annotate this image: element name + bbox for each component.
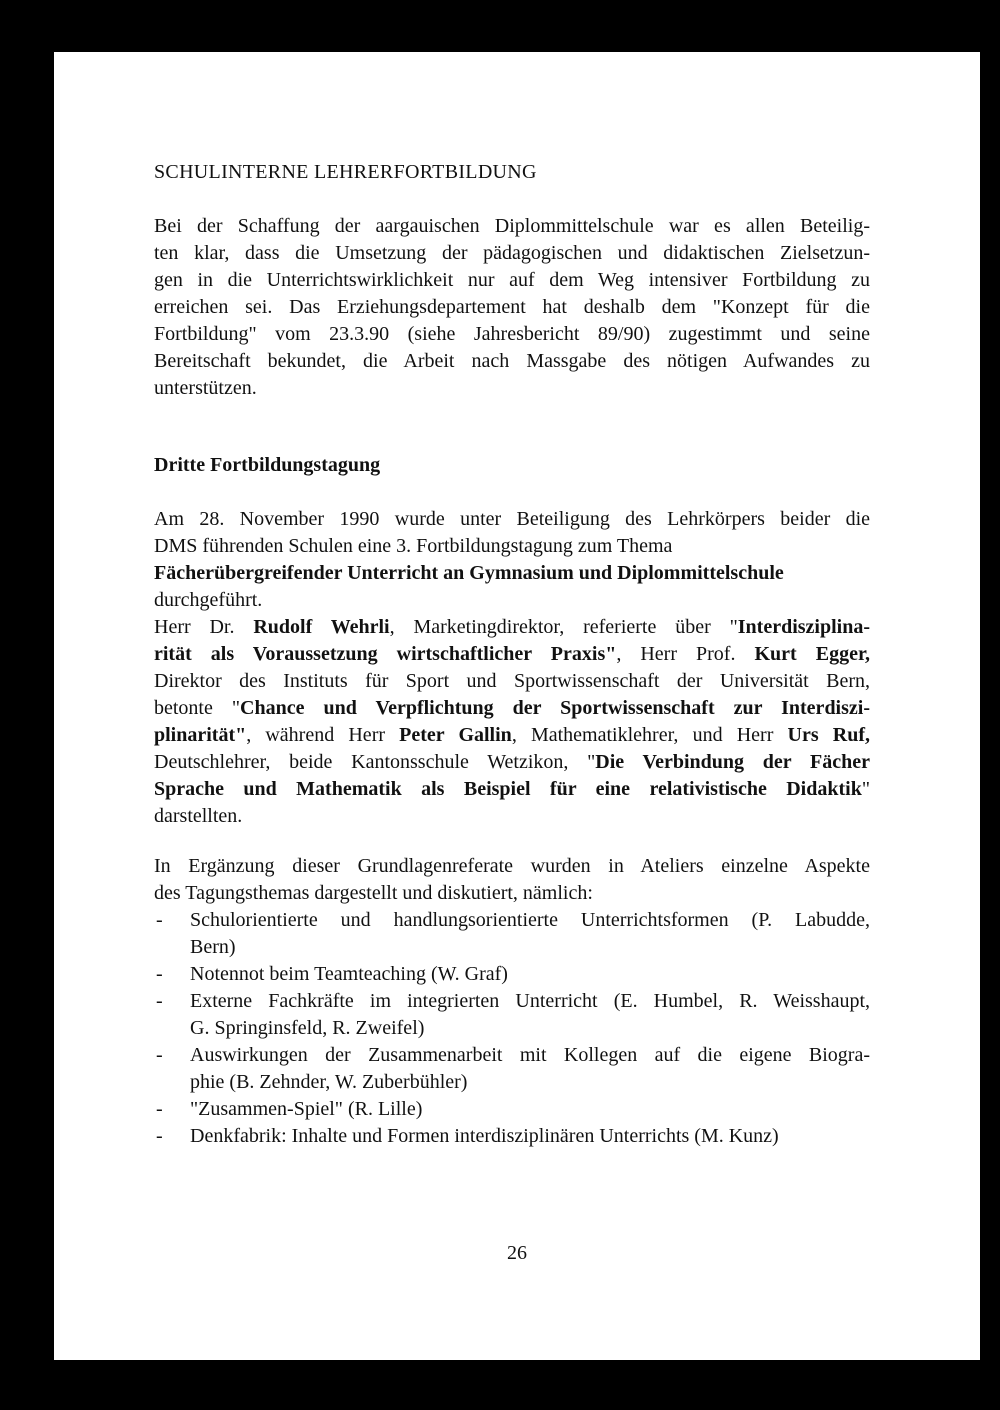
paragraph-line: unterstützen. xyxy=(154,377,257,399)
text-run: betonte " xyxy=(154,697,241,719)
paragraph-line: Direktor des Instituts für Sport und Sportwissenschaft der Universität Bern, xyxy=(154,670,870,692)
paragraph-line xyxy=(154,694,870,722)
bullet-dash: - xyxy=(156,1044,163,1066)
list-item-text: Schulorientierte und handlungsorientierte Unterrichtsformen (P. Labudde, xyxy=(190,909,870,931)
text-run: , Marketingdirektor, referierte über " xyxy=(389,616,738,638)
talk-title: rität als Voraussetzung wirtschaftlicher Praxis" xyxy=(154,643,617,665)
list-item-text: G. Springinsfeld, R. Zweifel) xyxy=(190,1017,425,1039)
conference-theme: Fächerübergreifender Unterricht an Gymnasium und Diplommittelschule xyxy=(154,562,784,584)
list-item-text: "Zusammen-Spiel" (R. Lille) xyxy=(190,1098,423,1120)
talk-title: plinarität" xyxy=(154,724,247,746)
speaker-name: Kurt Egger, xyxy=(754,643,870,665)
speaker-name: Urs Ruf, xyxy=(787,724,870,746)
paragraph-line: DMS führenden Schulen eine 3. Fortbildungstagung zum Thema xyxy=(154,535,673,557)
bullet-dash: - xyxy=(156,1125,163,1147)
text-run: , während Herr xyxy=(246,724,400,746)
bullet-dash: - xyxy=(156,1098,163,1120)
document-page xyxy=(54,52,980,1360)
paragraph-line: Bereitschaft bekundet, die Arbeit nach Massgabe des nötigen Aufwandes zu xyxy=(154,350,870,372)
paragraph-line: gen in die Unterrichtswirklichkeit nur auf dem Weg intensiver Fortbildung zu xyxy=(154,269,870,291)
subsection-heading: Dritte Fortbildungstagung xyxy=(154,454,381,476)
text-run: Deutschlehrer, beide Kantonsschule Wetzikon, " xyxy=(154,751,596,773)
section-heading: SCHULINTERNE LEHRERFORTBILDUNG xyxy=(154,161,537,183)
bullet-dash: - xyxy=(156,963,163,985)
paragraph-line xyxy=(154,721,870,749)
paragraph-line: erreichen sei. Das Erziehungsdepartement hat deshalb dem "Konzept für die xyxy=(154,296,870,318)
paragraph-line: des Tagungsthemas dargestellt und diskutiert, nämlich: xyxy=(154,882,593,904)
bullet-dash: - xyxy=(156,990,163,1012)
paragraph-line xyxy=(154,640,870,668)
paragraph-line xyxy=(154,613,870,641)
text-run: Herr Dr. xyxy=(154,616,254,638)
paragraph-line: durchgeführt. xyxy=(154,589,263,611)
speaker-name: Peter Gallin xyxy=(399,724,512,746)
talk-title: Interdisziplina- xyxy=(737,616,870,638)
text-run: , Mathematiklehrer, und Herr xyxy=(511,724,788,746)
paragraph-line: Fortbildung" vom 23.3.90 (siehe Jahresbericht 89/90) zugestimmt und seine xyxy=(154,323,870,345)
list-item-text: phie (B. Zehnder, W. Zuberbühler) xyxy=(190,1071,468,1093)
paragraph-line: darstellten. xyxy=(154,805,243,827)
talk-title: Die Verbindung der Fächer xyxy=(595,751,870,773)
paragraph-line: Bei der Schaffung der aargauischen Diplommittelschule war es allen Beteilig- xyxy=(154,215,870,237)
page-number: 26 xyxy=(507,1242,527,1264)
paragraph-line: Am 28. November 1990 wurde unter Beteiligung des Lehrkörpers beider die xyxy=(154,508,870,530)
paragraph-line: In Ergänzung dieser Grundlagenreferate wurden in Ateliers einzelne Aspekte xyxy=(154,855,870,877)
speaker-name: Rudolf Wehrli xyxy=(253,616,390,638)
paragraph-line xyxy=(154,775,870,803)
paragraph-line xyxy=(154,559,870,587)
list-item-text: Denkfabrik: Inhalte und Formen interdisziplinären Unterrichts (M. Kunz) xyxy=(190,1125,779,1147)
text-run: " xyxy=(861,778,870,800)
bullet-dash: - xyxy=(156,909,163,931)
list-item-text: Externe Fachkräfte im integrierten Unterricht (E. Humbel, R. Weisshaupt, xyxy=(190,990,870,1012)
paragraph-line: ten klar, dass die Umsetzung der pädagogischen und didaktischen Zielsetzun- xyxy=(154,242,870,264)
list-item-text: Bern) xyxy=(190,936,236,958)
paragraph-line xyxy=(154,748,870,776)
talk-title: Chance und Verpflichtung der Sportwissenschaft zur Interdiszi- xyxy=(240,697,870,719)
list-item-text: Auswirkungen der Zusammenarbeit mit Kollegen auf die eigene Biogra- xyxy=(190,1044,870,1066)
list-item-text: Notennot beim Teamteaching (W. Graf) xyxy=(190,963,508,985)
text-run: , Herr Prof. xyxy=(616,643,755,665)
talk-title: Sprache und Mathematik als Beispiel für eine relativistische Didaktik xyxy=(154,778,862,800)
